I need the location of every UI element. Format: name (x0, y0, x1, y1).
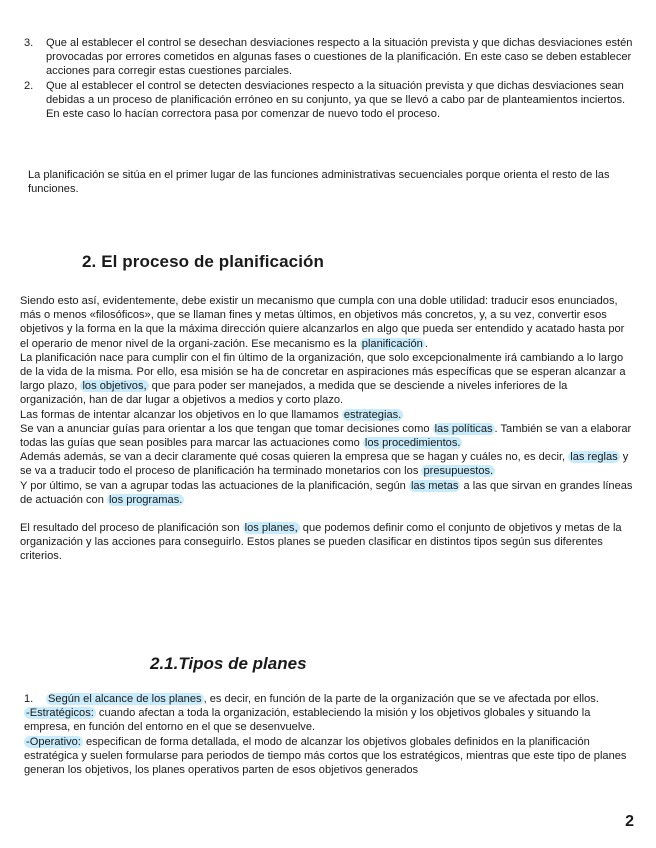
highlight-programas: los programas. (108, 493, 183, 506)
list-item-number: 3. (24, 37, 34, 49)
highlight-politicas: las políticas (434, 422, 493, 435)
text-run: Además además, se van a decir claramente qué cosas quieren la empresa que se hagan y cuáles no, es decir, (20, 451, 569, 464)
highlight-estrategicos: -Estratégicos: (26, 707, 94, 720)
highlight-estrategias: estrategias. (343, 408, 402, 421)
paragraph-plans (20, 521, 634, 564)
highlight-reglas: las reglas (570, 451, 618, 464)
highlight-planes: los planes, (244, 522, 298, 535)
highlight-procedimientos: los procedimientos. (364, 437, 461, 450)
top-numbered-list (24, 36, 634, 121)
paragraph-programs (20, 479, 634, 507)
paragraph-mechanism (20, 294, 634, 351)
paragraph-objectives (20, 351, 634, 408)
highlight-planificacion: planificación (361, 337, 423, 350)
intro-paragraph: La planificación se sitúa en el primer lugar de las funciones administrativas secuenciales porque orienta el resto de las funciones. (28, 169, 610, 196)
text-run: que para poder ser manejados, a medida que se desciende a niveles inferiores de la organización, han de dar lugar a objetivos a medios y corto plazo. (20, 380, 568, 407)
highlight-objetivos: los objetivos, (82, 380, 147, 393)
highlight-alcance: Según el alcance de los planes (48, 693, 202, 705)
list-item-number: 2. (24, 79, 34, 92)
text-run: que podemos definir como el conjunto de objetivos y metas de la organización y las acciones para conseguirlo. Estos planes se pueden clasificar en distintos tipos según sus diferentes criterios. (20, 522, 622, 563)
paragraph-operativo (24, 735, 634, 778)
text-run: El resultado del proceso de planificación son (20, 522, 243, 535)
list-item-text: Que al establecer el control se desechan desviaciones respecto a la situación prevista y que dichas desviaciones estén provocadas por errores cometidos en algunas fases o cuestiones de la planificación. En este caso se deben establecer acciones para corregir estas cuestiones parciales. (46, 37, 633, 78)
list-item-text: Que al establecer el control se detecten desviaciones respecto a la situación prevista y que dichas desviaciones sean debidas a un proceso de planificación erróneo en su conjunto, ya que se llevó a cabo par de planteamientos inciertos. En este caso lo hacían correctora pasa por comenzar de nuevo todo el proceso. (46, 79, 626, 121)
list-item (24, 36, 634, 79)
text-run: Se van a anunciar guías para orientar a los que tengan que tomar decisiones como (20, 422, 433, 435)
list-item-number: 1. (24, 693, 34, 705)
paragraph-rules (20, 450, 634, 478)
text-run: cuando afectan a toda la organización, estableciendo la misión y los objetivos globales y situando la empresa, en función del entorno en el que se desenvuelve. (24, 707, 591, 734)
text-run: Las formas de intentar alcanzar los objetivos en lo que llamamos (20, 408, 342, 421)
section-heading: 2. El proceso de planificación (82, 252, 325, 271)
paragraph-estrategicos (24, 706, 634, 734)
text-run: y se va a traducir todo el proceso de planificación ha terminado monetarios con los (20, 451, 629, 478)
text-run: . (424, 337, 428, 350)
highlight-presupuestos: presupuestos. (423, 465, 494, 478)
text-run: a las que sirvan en grandes líneas de actuación con (20, 479, 633, 506)
paragraph-policies (20, 422, 634, 450)
text-run: Siendo esto así, evidentemente, debe existir un mecanismo que cumpla con una doble utilidad: traducir esos enunciados, más o menos «filosóficos», que se llaman fines y metas últimos, en objetivos más concretos, y, a su vez, convertir esos objetivos y la forma en la que la máxima dirección quiere alcanzarlos en algo que pueda ser entendido y acatado hasta por el operario de menor nivel de la organi-zación. Ese mecanismo es la (20, 295, 625, 350)
page-number: 2 (625, 813, 634, 830)
section-body (20, 294, 634, 564)
plan-types (24, 692, 634, 777)
list-item-text: , es decir, en función de la parte de la organización que se ve afectada por ellos. (203, 693, 599, 705)
highlight-metas: las metas (410, 479, 459, 492)
text-run: La planificación nace para cumplir con el fin último de la organización, que solo excepcionalmente irá cambiando a lo largo de la vida de la misma. Por ello, esa misión se ha de concretar en aspiraciones más específicas que se esperan alcanzar a largo plazo, (20, 351, 626, 393)
subsection-heading: 2.1.Tipos de planes (150, 654, 307, 673)
highlight-operativo: -Operativo: (26, 735, 81, 748)
list-item (24, 692, 634, 706)
types-list (24, 692, 634, 706)
text-run: . También se van a elaborar todas las guías que sean posibles para marcar las actuaciones como (20, 422, 632, 450)
list-item (24, 79, 634, 122)
text-run: especifican de forma detallada, el modo de alcanzar los objetivos globales definidos en la planificación estratégica y suelen formularse para periodos de tiempo más cortos que los estratégicos, mientras que este tipo de planes generan los objetivos, los planes operativos parten de esos objetivos generados (24, 735, 627, 777)
text-run: Y por último, se van a agrupar todas las actuaciones de la planificación, según (20, 479, 409, 492)
paragraph-strategies (20, 408, 634, 422)
